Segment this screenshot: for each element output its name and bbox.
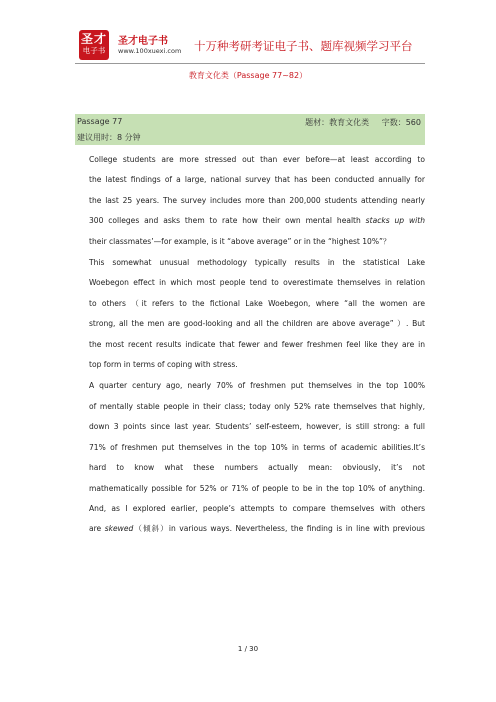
text-line: hard to know what these numbers actually mean: obviously, it’s not [89,463,425,473]
passage-meta [305,117,421,128]
idiom-highlight: stacks up with [365,216,425,226]
text-line [75,519,425,539]
text-line: down 3 points since last year. Students’ self-esteem, however, is still strong: a full [89,422,425,432]
text-line: the latest findings of a large, national survey that has been conducted annually for [89,175,425,185]
brand-url[interactable]: www.100xuexi.com [118,47,182,55]
text-line: 71% of freshmen put themselves in the top 10% in terms of academic abilities.It’s [89,442,425,452]
logo-text-sub: 电子书 [82,46,106,55]
vocab-highlight: skewed [104,524,134,534]
paragraph-3 [75,376,425,539]
page-header [75,28,425,62]
passage-id: Passage 77 [77,117,123,126]
text-line: their classmates’—for example, is it “above average” or in the “highest 10%”？ [89,236,391,246]
text-line: of mentally stable people in their class; today only 52% rate themselves that highly, [89,401,425,411]
text-line: Woebegon effect in which most people tend to overestimate themselves in relation [89,278,425,288]
text-run: 300 colleges and asks them to rate how their own mental health [89,216,366,226]
text-line: the most recent results indicate that fewer and fewer freshmen feel like they are in [89,339,425,349]
page-number: 1 / 30 [237,645,259,653]
suggested-time: 建议用时：8 分钟 [77,133,141,142]
text-line: A quarter century ago, nearly 70% of freshmen put themselves in the top 100% [89,381,425,391]
text-line: mathematically possible for 52% or 71% of people to be in the top 10% of anything. [89,483,425,493]
text-line: top form in terms of coping with stress. [89,360,238,370]
text-line: And, as I explored earlier, people’s attempts to compare themselves with others [89,503,425,513]
header-slogan: 十万种考研考证电子书、题库视频学习平台 [194,39,413,53]
text-line: the last 25 years. The survey includes more than 200,000 students attending nearly [89,195,425,205]
text-line: to others （it refers to the fictional Lake Woebegon, where “all the women are [89,298,425,308]
article-body [75,150,425,540]
brand-name: 圣才电子书 [118,36,168,47]
passage-word-count: 字数：560 [381,118,421,127]
passage-topic: 题材：教育文化类 [305,118,370,127]
text-run: （倾斜）in various ways. Nevertheless, the finding is in line with previous [133,524,425,534]
text-line: College students are more stressed out than ever before—at least according to [89,155,425,164]
paragraph-1 [75,150,425,252]
header-divider [75,63,425,64]
section-title: 教育文化类（Passage 77~82） [188,71,308,80]
text-line: This somewhat unusual methodology typically results in the statistical Lake [89,258,425,268]
text-line: strong, all the men are good-looking and all the children are above average” ）. But [89,319,425,329]
paragraph-2 [75,253,425,375]
text-run: are [89,524,105,534]
passage-info-box [75,114,425,145]
text-line [75,211,425,231]
brand-logo [79,30,109,60]
logo-text-main: 圣才 [80,32,107,46]
